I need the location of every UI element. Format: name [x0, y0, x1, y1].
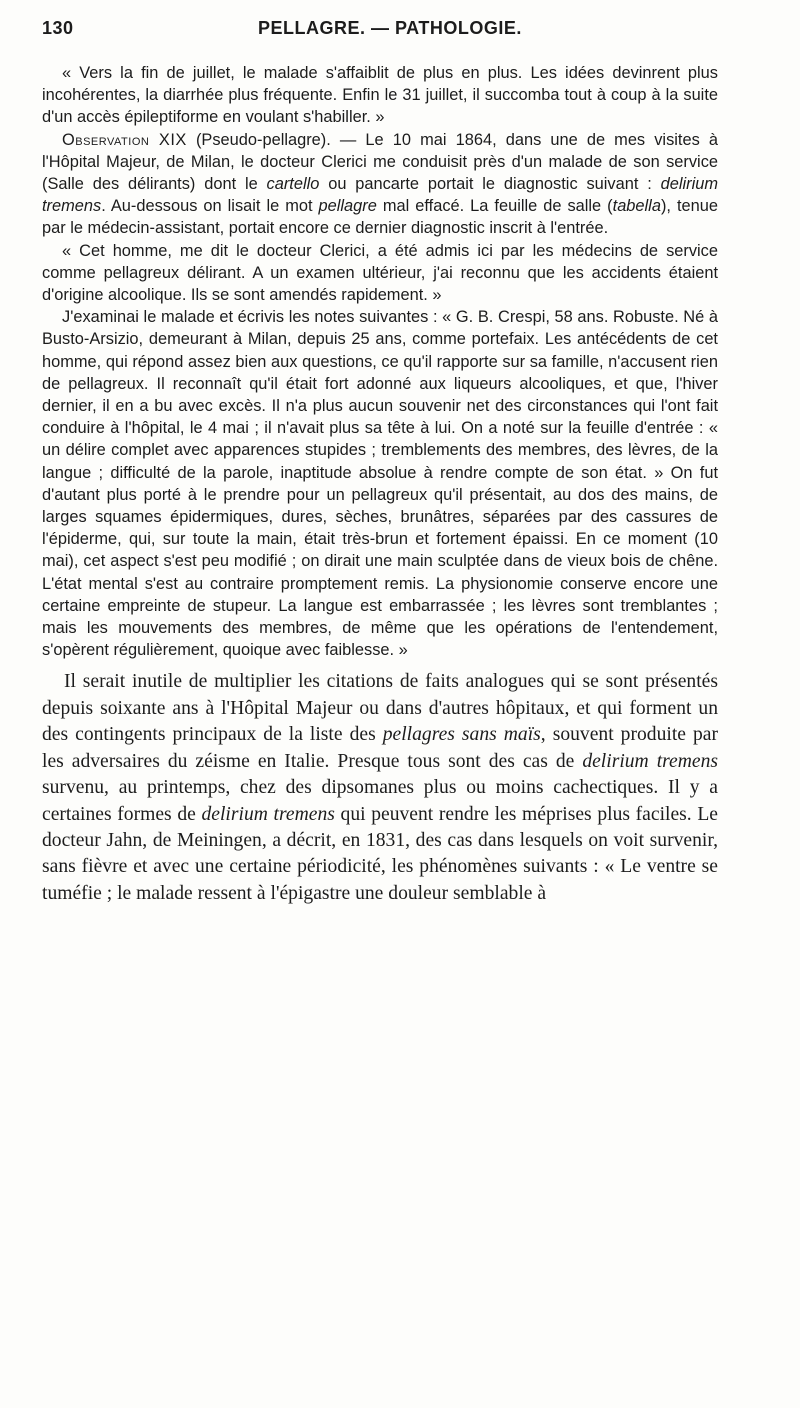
text-span: qui peuvent rendre les méprises plus faciles. Le docteur Jahn, de Meiningen, a décrit, en 1831, des cas dans lesquels on voit survenir, sans fièvre et avec une certaine périodicité, les phénomènes suivants : « Le ventre se tuméfie ; le malade ressent à l'épigastre une douleur semblable à: [42, 803, 718, 904]
paragraph-commentary: [42, 669, 718, 907]
text-span: , souvent produite par les adversaires du zéisme en Italie. Presque tous sont des cas de: [42, 724, 718, 772]
text-span: (Pseudo-pellagre). — Le 10 mai 1864, dans une de mes visites à l'Hôpital Majeur, de Milan, le docteur Clerici me conduisit près d'un malade de son service (Salle des délirants) dont le: [42, 130, 718, 194]
running-head: [42, 18, 712, 44]
paragraph-clerici-quote: « Cet homme, me dit le docteur Clerici, a été admis ici par les médecins de service comme pellagreux délirant. A un examen ultérieur, j'ai reconnu que les accidents étaient d'origine alcoolique. Ils se sont amendés rapidement. »: [42, 241, 718, 305]
page-number: 130: [42, 18, 74, 38]
text-span: mal effacé. La feuille de salle (: [376, 197, 613, 216]
text-span: ), tenue par le médecin-assistant, portait encore ce dernier diagnostic inscrit à l'entrée.: [42, 197, 718, 238]
text-span: . Au-dessous on lisait le mot: [101, 197, 319, 216]
italic-term: cartello: [266, 175, 320, 194]
text-block: [42, 62, 718, 907]
commentary-section: [42, 669, 718, 907]
text-span: survenu, au printemps, chez des dipsomanes plus ou moins cachectiques. Il y a certaines formes de: [42, 777, 718, 825]
italic-term: delirium tremens: [42, 175, 718, 216]
paragraph-examination-notes: J'examinai le malade et écrivis les notes suivantes : « G. B. Crespi, 58 ans. Robuste. Né à Busto-Arsizio, demeurant à Milan, depuis 25 ans, comme portefaix. Les antécédents de cet homme, qui répond assez bien aux questions, ce qu'il rapporte sur sa famille, n'accusent rien de pellagreux. Il reconnaît qu'il était fort adonné aux liqueurs alcooliques, et que, l'hiver dernier, il en a bu avec excès. Il n'a plus aucun souvenir net des circonstances qui l'ont fait conduire à l'hôpital, le 4 mai ; il n'avait plus sa tête à lui. On a noté sur la feuille d'entrée : « un délire complet avec apparences stupides ; tremblements des membres, des lèvres, de la langue ; difficulté de la parole, inaptitude absolue à rendre compte de son état. » On fut d'autant plus porté à le prendre pour un pellagreux qu'il présentait, au dos des mains, de larges squames épidermiques, dures, sèches, brunâtres, séparées par des cassures de l'épiderme, qui, sur toute la main, était très-brun et fortement épaissi. En ce moment (10 mai), cet aspect s'est peu modifié ; on dirait une main sculptée dans de vieux bois de chêne. L'état mental s'est au contraire promptement remis. La physionomie conserve encore une certaine empreinte de stupeur. La langue est embarrassée ; les lèvres sont tremblantes ; mais les mouvements des membres, de même que les opérations de l'entendement, s'opèrent régulièrement, quoique avec faiblesse. »: [42, 308, 718, 660]
italic-term: tabella: [612, 197, 661, 216]
running-title: PELLAGRE. — PATHOLOGIE.: [258, 18, 522, 38]
paragraph-observation-xix: [42, 129, 718, 240]
text-span: Il serait inutile de multiplier les citations de faits analogues qui se sont présentés depuis soixante ans à l'Hôpital Majeur ou dans d'autres hôpitaux, et qui forment un des contingents principaux de la liste des: [42, 671, 718, 746]
italic-term: pellagre: [318, 197, 377, 216]
italic-term: delirium tremens: [201, 803, 335, 825]
italic-term: delirium tremens: [582, 750, 718, 772]
observation-section: [42, 62, 718, 661]
text-span: ou pancarte portait le diagnostic suivant :: [319, 175, 661, 194]
observation-label: Observation XIX: [62, 130, 187, 149]
italic-term: pellagres sans maïs: [382, 724, 541, 746]
paragraph-closing-quote: « Vers la fin de juillet, le malade s'affaiblit de plus en plus. Les idées devinrent plus incohérentes, la diarrhée plus fréquente. Enfin le 31 juillet, il succomba tout à coup à la suite d'un accès épileptiforme en voulant s'habiller. »: [42, 64, 718, 127]
